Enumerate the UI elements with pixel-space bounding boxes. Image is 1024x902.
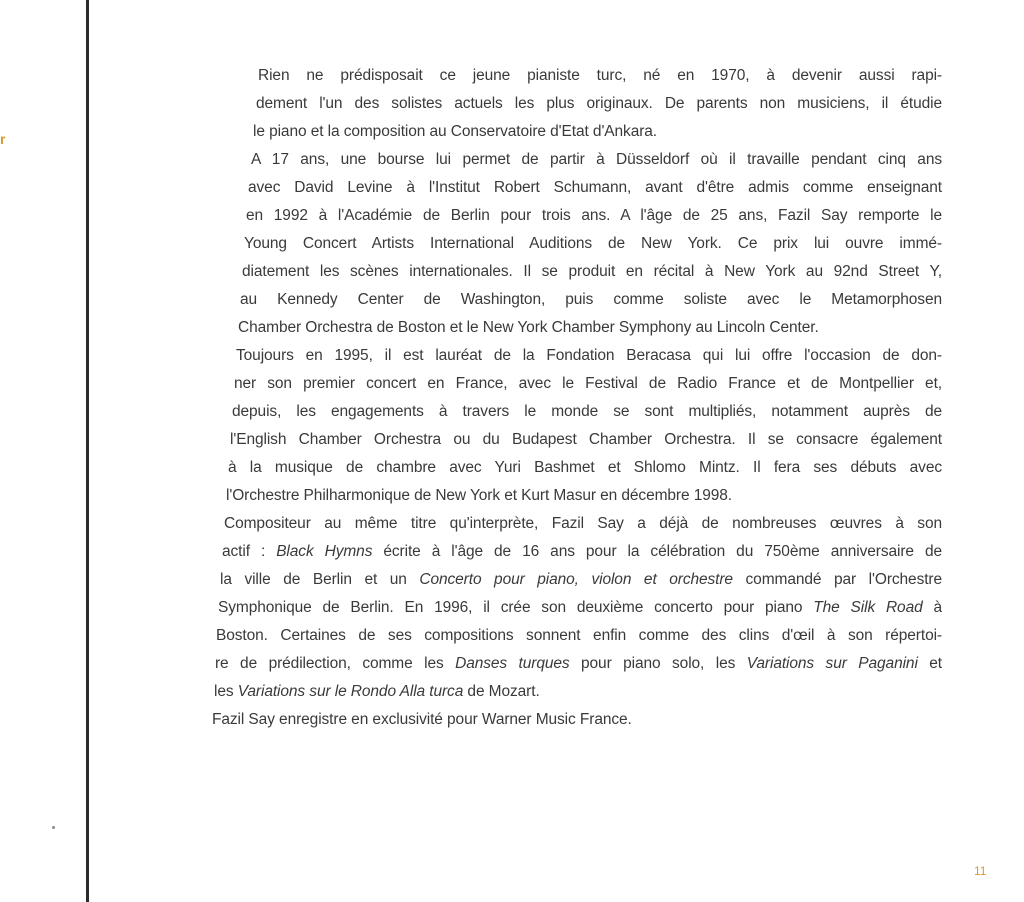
text-line: Fazil Say enregistre en exclusivité pour Warner Music France. (212, 711, 632, 728)
text-line: Young Concert Artists International Auditions de New York. Ce prix lui ouvre immé- (244, 235, 942, 252)
text-line: le piano et la composition au Conservatoire d'Etat d'Ankara. (253, 123, 658, 140)
text-line: Toujours en 1995, il est lauréat de la Fondation Beracasa qui lui offre l'occasion de don- (236, 347, 942, 364)
text-line: en 1992 à l'Académie de Berlin pour trois ans. A l'âge de 25 ans, Fazil Say remporte le (246, 207, 942, 224)
work-title: Variations sur le Rondo Alla turca (237, 683, 464, 700)
text-line: Rien ne prédisposait ce jeune pianiste turc, né en 1970, à devenir aussi rapi- (258, 67, 942, 84)
text-line: à la musique de chambre avec Yuri Bashmet et Shlomo Mintz. Il fera ses débuts avec (228, 459, 942, 476)
text-line: Boston. Certaines de ses compositions sonnent enfin comme des clins d'œil à son répertoi- (216, 627, 942, 644)
text-line: depuis, les engagements à travers le monde se sont multipliés, notamment auprès de (232, 403, 942, 420)
work-title: Variations sur Paganini (746, 655, 918, 672)
text-line: au Kennedy Center de Washington, puis comme soliste avec le Metamorphosen (240, 291, 942, 308)
text-line: avec David Levine à l'Institut Robert Schumann, avant d'être admis comme enseignant (248, 179, 942, 196)
text-line: l'Orchestre Philharmonique de New York et Kurt Masur en décembre 1998. (226, 487, 733, 504)
text-line: actif : Black Hymns écrite à l'âge de 16 ans pour la célébration du 750ème anniversaire de (222, 543, 942, 560)
biography-text (0, 62, 1024, 822)
corner-mark: r (0, 131, 6, 147)
work-title: Concerto pour piano, violon et orchestre (419, 571, 733, 588)
paper-speck (52, 826, 55, 829)
text-line: ner son premier concert en France, avec le Festival de Radio France et de Montpellier et, (234, 375, 942, 392)
work-title: The Silk Road (813, 599, 923, 616)
text-line: l'English Chamber Orchestra ou du Budapest Chamber Orchestra. Il se consacre également (230, 431, 942, 448)
page-number: 11 (974, 864, 987, 878)
text-line: Compositeur au même titre qu'interprète, Fazil Say a déjà de nombreuses œuvres à son (224, 515, 942, 532)
text-line: A 17 ans, une bourse lui permet de partir à Düsseldorf où il travaille pendant cinq ans (251, 151, 942, 168)
work-title: Danses turques (455, 655, 570, 672)
text-line: Chamber Orchestra de Boston et le New York Chamber Symphony au Lincoln Center. (238, 319, 819, 336)
text-line: dement l'un des solistes actuels les plus originaux. De parents non musiciens, il étudie (256, 95, 942, 112)
text-line: les Variations sur le Rondo Alla turca de Mozart. (214, 683, 540, 700)
text-line: Symphonique de Berlin. En 1996, il crée son deuxième concerto pour piano The Silk Road à (218, 599, 942, 616)
work-title: Black Hymns (276, 543, 373, 560)
text-line: diatement les scènes internationales. Il se produit en récital à New York au 92nd Street Y, (242, 263, 942, 280)
text-line: la ville de Berlin et un Concerto pour piano, violon et orchestre commandé par l'Orchestre (220, 571, 942, 588)
text-line: re de prédilection, comme les Danses turques pour piano solo, les Variations sur Paganini et (215, 655, 942, 672)
